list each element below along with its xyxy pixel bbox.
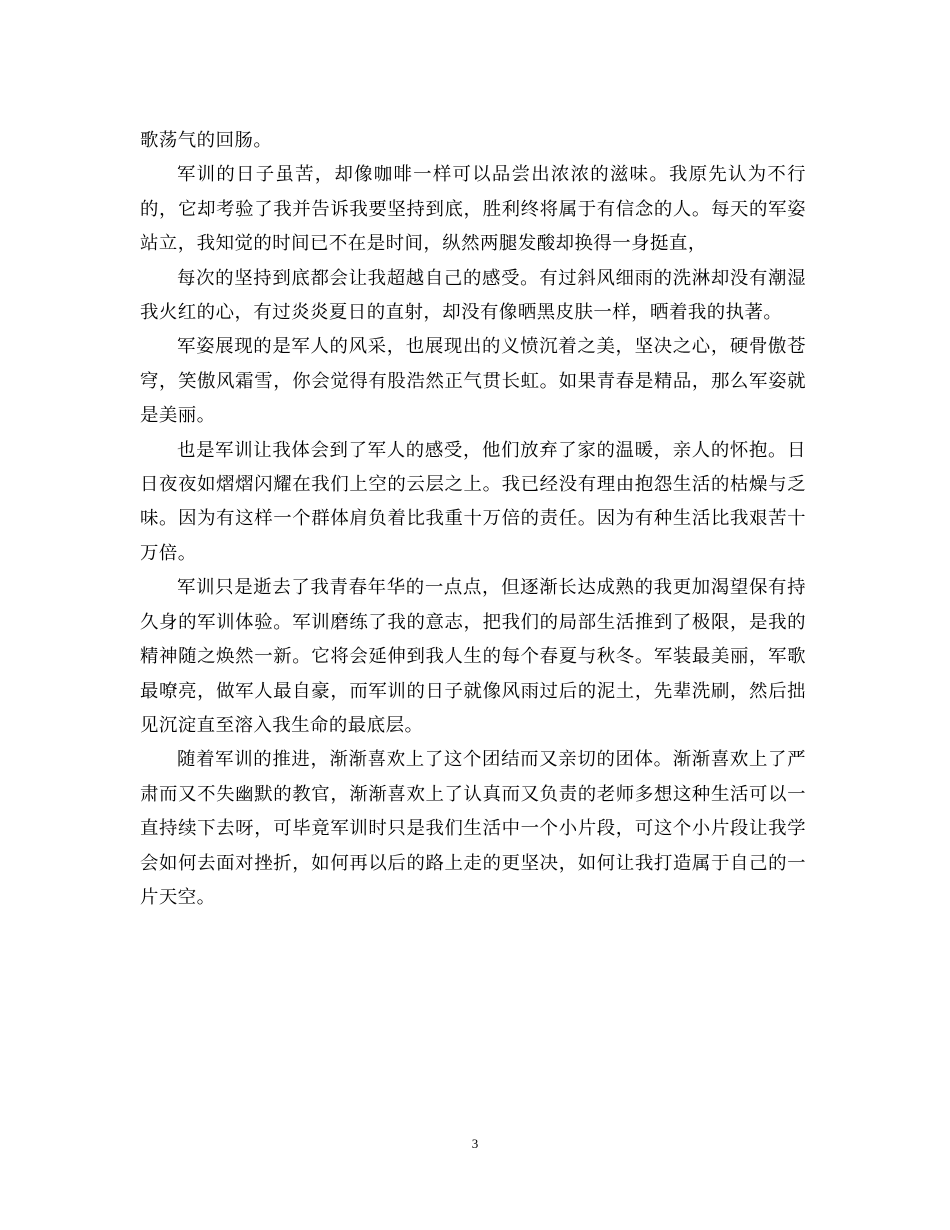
paragraph: 军训的日子虽苦，却像咖啡一样可以品尝出浓浓的滋味。我原先认为不行的，它却考验了我并告诉我要坚持到底，胜利终将属于有信念的人。每天的军姿站立，我知觉的时间已不在是时间，纵然两腿发酸却换得一身挺直， [140, 164, 806, 255]
paragraph: 军训只是逝去了我青春年华的一点点，但逐渐长达成熟的我更加渴望保有持久身的军训体验。军训磨练了我的意志，把我们的局部生活推到了极限，是我的精神随之焕然一新。它将会延伸到我人生的每个春夏与秋冬。军装最美丽，军歌最嘹亮，做军人最自豪，而军训的日子就像风雨过后的泥土，先辈洗刷，然后拙见沉淀直至溶入我生命的最底层。 [140, 577, 806, 736]
page-number: 3 [471, 1136, 479, 1151]
paragraph: 每次的坚持到底都会让我超越自己的感受。有过斜风细雨的洗淋却没有潮湿我火红的心，有过炎炎夏日的直射，却没有像晒黑皮肤一样，晒着我的执著。 [140, 267, 806, 324]
paragraph: 军姿展现的是军人的风采，也展现出的义愤沉着之美，坚决之心，硬骨傲苍穹，笑傲风霜雪，你会觉得有股浩然正气贯长虹。如果青春是精品，那么军姿就是美丽。 [140, 336, 806, 427]
body-text [140, 124, 806, 915]
paragraph-continuation: 歌荡气的回肠。 [140, 130, 273, 151]
paragraph: 随着军训的推进，渐渐喜欢上了这个团结而又亲切的团体。渐渐喜欢上了严肃而又不失幽默的教官，渐渐喜欢上了认真而又负责的老师多想这种生活可以一直持续下去呀，可毕竟军训时只是我们生活中一个小片段，可这个小片段让我学会如何去面对挫折，如何再以后的路上走的更坚决，如何让我打造属于自己的一片天空。 [140, 749, 806, 908]
paragraph: 也是军训让我体会到了军人的感受，他们放弃了家的温暖，亲人的怀抱。日日夜夜如熠熠闪耀在我们上空的云层之上。我已经没有理由抱怨生活的枯燥与乏味。因为有这样一个群体肩负着比我重十万倍的责任。因为有种生活比我艰苦十万倍。 [140, 439, 806, 564]
